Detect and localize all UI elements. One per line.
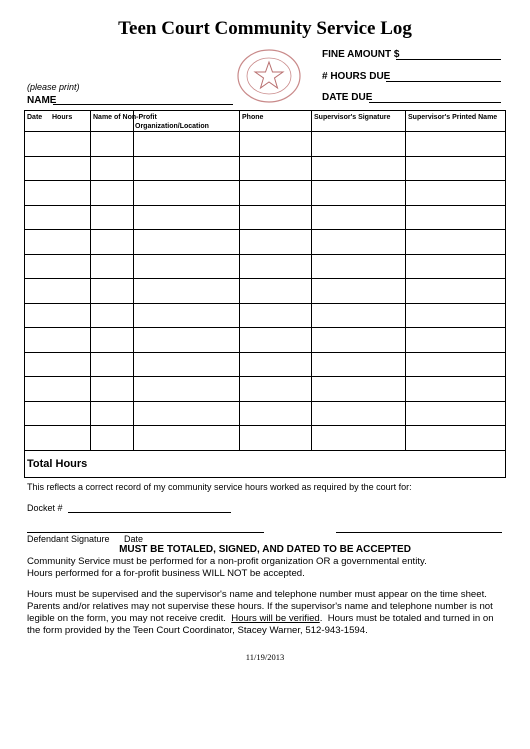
date-due-label: DATE DUE [322,92,373,103]
header-signature-col [312,111,406,132]
table-row [25,328,506,353]
paragraph-supervision-line4: the form provided by the Teen Court Coordinator, Stacey Warner, 512-943-1594. [27,625,368,636]
table-row [25,377,506,402]
table-row [25,279,506,304]
header-phone-col [240,111,312,132]
header-name-of-nonprofit: Name of Non-Profit [93,114,157,121]
name-label: NAME [27,95,57,106]
total-hours-cell[interactable]: Total Hours [25,450,506,477]
table-row [25,230,506,255]
table-row [25,254,506,279]
date-signature-line[interactable] [336,532,502,533]
header-supervisor-printed: Supervisor's Printed Name [408,114,498,121]
must-be-totaled-notice: MUST BE TOTALED, SIGNED, AND DATED TO BE ACCEPTED [119,544,411,555]
header-phone: Phone [242,114,264,121]
total-hours-row [25,450,506,477]
hours-verified-text: Hours will be verified [231,613,320,624]
service-log-table [24,110,506,478]
hours-due-label: # HOURS DUE [322,71,391,82]
star-seal-icon [236,48,302,104]
docket-label: Docket # [27,503,63,513]
defendant-signature-line[interactable] [27,532,264,533]
table-row [25,205,506,230]
please-print-note: (please print) [27,82,80,92]
paragraph-nonprofit-line1: Community Service must be performed for a non-profit organization OR a governmental entity. [27,556,427,567]
header-name-nonprofit [91,111,157,132]
paragraph-nonprofit-line2: Hours performed for a for-profit business WILL NOT be accepted. [27,568,305,579]
footer-date: 11/19/2013 [245,652,285,662]
table-row [25,401,506,426]
paragraph-supervision-line1: Hours must be supervised and the supervisor's name and telephone number must appear on the time sheet. [27,589,487,600]
header-printed-col [406,111,506,132]
hours-due-field[interactable] [386,81,501,82]
table-row [25,181,506,206]
defendant-signature-label: Defendant Signature [27,534,110,544]
docket-field[interactable] [68,512,231,513]
page-title: Teen Court Community Service Log [118,18,412,39]
header-hours: Hours [52,114,73,121]
certify-text: This reflects a correct record of my community service hours worked as required by the court for: [27,482,412,492]
table-row [25,156,506,181]
line3-part1: legible on the form, you may not receive credit. [27,613,232,624]
table-row [25,303,506,328]
header-date: Date [27,114,43,121]
header-supervisor-signature: Supervisor's Signature [314,114,391,121]
table-header-row [25,111,506,132]
line3-part3: . Hours must be totaled and turned in on [319,613,494,624]
date-label: Date [124,534,144,544]
table-row [25,352,506,377]
header-org-location: Organization/Location [135,123,209,130]
date-due-field[interactable] [369,102,501,103]
fine-amount-field[interactable] [396,59,501,60]
table-row [25,132,506,157]
paragraph-supervision-line2: Parents and/or relatives may not supervise these hours. If the supervisor's name and telephone number is not [27,601,493,612]
header-organization [134,111,240,132]
paragraph-supervision-line3 [27,613,494,625]
table-row [25,426,506,451]
header-date-hours [25,111,91,132]
name-field[interactable] [53,104,233,105]
fine-amount-label: FINE AMOUNT $ [322,49,400,60]
